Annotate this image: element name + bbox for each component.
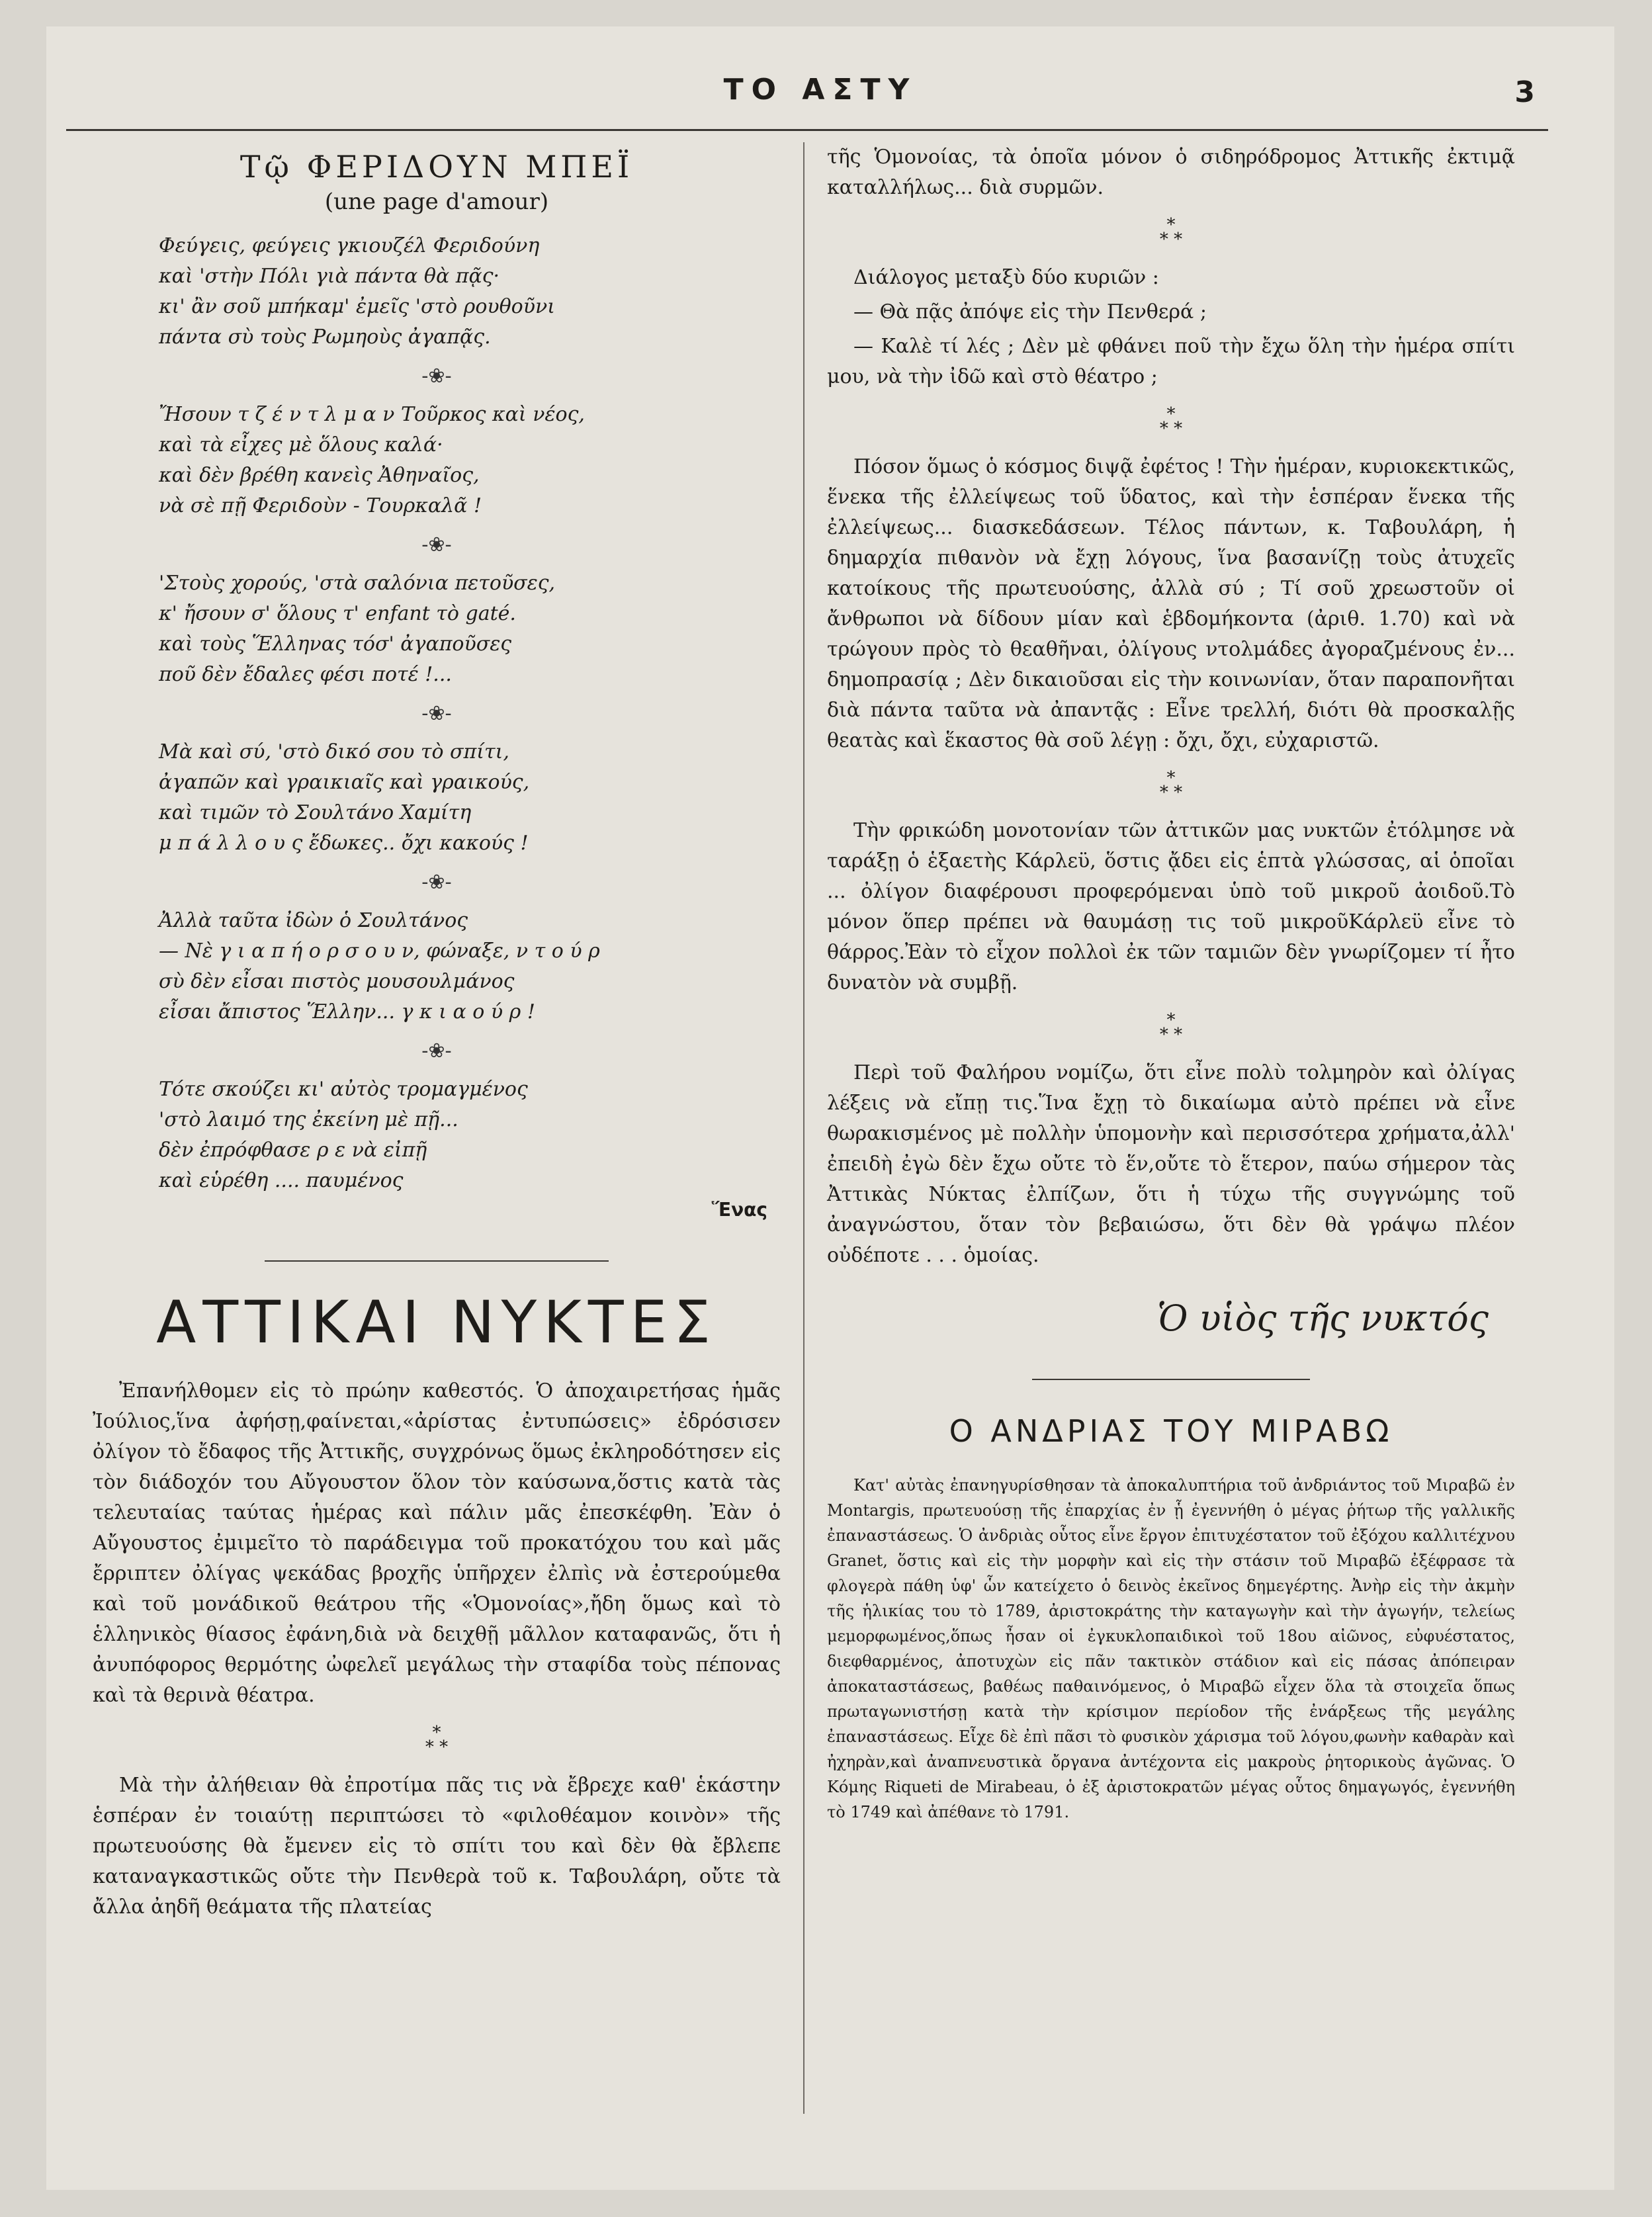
- poem-stanza: [159, 568, 781, 690]
- page-number: 3: [1514, 75, 1535, 109]
- running-title: ΤΟ ΑΣΤΥ: [723, 73, 918, 107]
- column-divider: [803, 142, 804, 2114]
- paragraph: τῆς Ὁμονοίας, τὰ ὁποῖα μόνον ὁ σιδηρόδρομος Ἀττικῆς ἐκτιμᾷ καταλλήλως... διὰ συρμῶν.: [827, 146, 1515, 199]
- ornament-icon: -❀-: [421, 702, 452, 725]
- poem-stanza: [159, 906, 781, 1027]
- paragraph: — Θὰ πᾷς ἀπόψε εἰς τὴν Πενθερά ;: [853, 300, 1207, 324]
- verse-line: 'Στοὺς χορούς, 'στὰ σαλόνια πετοῦσες,: [159, 572, 556, 595]
- article-title: Ο ΑΝΔΡΙΑΣ ΤΟΥ ΜΙΡΑΒΩ: [949, 1413, 1393, 1449]
- article-title: ΑΤΤΙΚΑΙ ΝΥΚΤΕΣ: [156, 1288, 717, 1356]
- verse-line: εἶσαι ἄπιστος Ἕλλην... γ κ ι α ο ύ ρ !: [159, 1000, 535, 1023]
- poem-stanza: [159, 400, 781, 521]
- paragraph: Τὴν φρικώδη μονοτονίαν τῶν ἀττικῶν μας νυκτῶν ἐτόλμησε νὰ ταράξῃ ὁ ἑξαετὴς Κάρλεϋ, ὅστις ᾄδει εἰς ἑπτὰ γλώσσας, αἱ ὁποῖαι ... ὀλίγον διαφέρουσι προφερόμεναι ὑπὸ τοῦ μικροῦ ἀοιδοῦ.Τὸ μόνον ὅπερ πρέπει νὰ θαυμάσῃ τις τοῦ μικροῦΚάρλεϋ εἶνε τὸ θάρρος.Ἐὰν τὸ εἶχον πολλοὶ ἐκ τῶν ταμιῶν δὲν γνωρίζομεν τί ἦτο δυνατὸν νὰ συμβῇ.: [827, 819, 1515, 994]
- article-body: [93, 1376, 781, 1923]
- verse-line: πάντα σὺ τοὺς Ρωμηοὺς ἀγαπᾷς.: [159, 326, 491, 349]
- verse-line: Τότε σκούζει κι' αὐτὸς τρομαγμένος: [159, 1078, 528, 1101]
- verse-line: Φεύγεις, φεύγεις γκιουζέλ Φεριδούνη: [159, 234, 540, 257]
- paragraph: Περὶ τοῦ Φαλήρου νομίζω, ὅτι εἶνε πολὺ τολμηρὸν καὶ ὀλίγας λέξεις νὰ εἴπῃ τις.Ἵνα ἔχῃ τὸ δικαίωμα αὐτὸ πρέπει νὰ εἶνε θωρακισμένος μὲ πολλὴν ὑπομονὴν καὶ περισσότερα χρήματα,ἀλλ' ἐπειδὴ ἐγὼ δὲν ἔχω οὔτε τὸ ἕν,οὔτε τὸ ἕτερον, παύω σήμερον τὰς Ἀττικὰς Νύκτας ἐλπίζων, ὅτι ἡ τύχω τῆς συγγνώμης τοῦ ἀναγνώστου, ὅταν τὸν βεβαιώσω, ὅτι δὲν θὰ γράψω πλέον οὐδέποτε . . . ὁμοίας.: [827, 1061, 1515, 1267]
- verse-line: καὶ τοὺς Ἕλληνας τόσ' ἀγαποῦσες: [159, 632, 512, 656]
- verse-line: νὰ σὲ πῇ Φεριδοὺν - Τουρκαλᾶ !: [159, 494, 482, 517]
- verse-line: κι' ἂν σοῦ μπήκαμ' ἐμεῖς 'στὸ ρουθοῦνι: [159, 295, 555, 318]
- verse-line: Μὰ καὶ σύ, 'στὸ δικό σου τὸ σπίτι,: [159, 740, 509, 763]
- article-body-continued: [827, 142, 1515, 1271]
- verse-line: Ἀλλὰ ταῦτα ἰδὼν ὁ Σουλτάνος: [159, 909, 468, 932]
- verse-line: καὶ εὑρέθη .... παυμένος: [159, 1169, 404, 1192]
- verse-line: καὶ 'στὴν Πόλι γιὰ πάντα θὰ πᾷς·: [159, 265, 500, 288]
- verse-line: Ἤσουν τ ζ έ ν τ λ μ α ν Τοῦρκος καὶ νέος,: [159, 403, 585, 426]
- verse-line: σὺ δὲν εἶσαι πιστὸς μουσουλμάνος: [159, 970, 515, 993]
- verse-line: 'στὸ λαιμό της ἐκείνη μὲ πῇ...: [159, 1108, 458, 1131]
- verse-line: καὶ δὲν βρέθη κανεὶς Ἀθηναῖος,: [159, 464, 480, 487]
- paragraph: Πόσον ὅμως ὁ κόσμος διψᾷ ἐφέτος ! Τὴν ἡμέραν, κυριοκεκτικῶς, ἕνεκα τῆς ἐλλείψεως τοῦ ὕδατος, καὶ τὴν ἑσπέραν ἕνεκα τῆς ἐλλείψεως... διασκεδάσεων. Τέλος πάντων, κ. Ταβουλάρη, ἡ δημαρχία πιθανὸν νὰ ἔχῃ λόγους, ἵνα βασανίζῃ τοὺς ἀτυχεῖς κατοίκους τῆς πρωτευούσης, ἀλλὰ σύ ; Τί σοῦ χρεωστοῦν οἱ ἄνθρωποι νὰ δίδουν μίαν καὶ ἑβδομήκοντα (ἀριθ. 1.70) καὶ νὰ τρώγουν πρὸς τὸ θεαθῆναι, ὀλίγους ντολμάδες ἀγοραζμένους ἐν... δημοπρασίᾳ ; Δὲν δικαιοῦσαι εἰς τὴν κοινωνίαν, ὅταν παραπονῆται διὰ πάντα ταῦτα νὰ ἀπαντᾷς : Εἶνε τρελλή, διότι θὰ προσκαλῇς θεατὰς καὶ ἕκαστος θὰ σοῦ λέγῃ : ὄχι, ὄχι, εὐχαριστῶ.: [827, 455, 1515, 752]
- verse-line: ποῦ δὲν ἔδαλες φέσι ποτέ !...: [159, 663, 452, 686]
- section-break-stars: * * *: [1159, 1010, 1183, 1045]
- author-signature: Ὁ υἱὸς τῆς νυκτός: [1157, 1297, 1489, 1339]
- verse-line: δὲν ἐπρόφθασε ρ ε νὰ εἰπῇ: [159, 1139, 427, 1162]
- section-break-stars: * * *: [1159, 404, 1183, 439]
- poem-title: Τῷ ΦΕΡΙΔΟΥΝ ΜΠΕΪ: [239, 149, 634, 185]
- ornament-icon: -❀-: [421, 1039, 452, 1063]
- poem-stanza: [159, 1074, 781, 1196]
- section-break-stars: * * *: [1159, 215, 1183, 249]
- paragraph: Διάλογος μεταξὺ δύο κυριῶν :: [853, 266, 1159, 289]
- article-body: [827, 1473, 1515, 1825]
- page-header: [60, 40, 1581, 119]
- verse-line: κ' ἤσουν σ' ὅλους τ' enfant τὸ gaté.: [159, 602, 516, 625]
- section-divider: [265, 1260, 609, 1262]
- verse-line: καὶ τὰ εἶχες μὲ ὅλους καλά·: [159, 433, 443, 456]
- header-divider: [66, 129, 1548, 131]
- section-divider: [1032, 1379, 1310, 1380]
- section-break-stars: * * *: [1159, 768, 1183, 803]
- verse-line: καὶ τιμῶν τὸ Σουλτάνο Χαμίτη: [159, 801, 472, 824]
- poem-signature: Ἕνας: [711, 1199, 767, 1221]
- right-column: [827, 142, 1515, 1825]
- paragraph: Μὰ τὴν ἀλήθειαν θὰ ἐπροτίμα πᾶς τις νὰ ἔβρεχε καθ' ἑκάστην ἑσπέραν ἐν τοιαύτῃ περιπτώσει τὸ «φιλοθέαμον κοινὸν» τῆς πρωτευούσης θὰ ἔμενεν εἰς τὸ σπίτι του καὶ δὲν θὰ ἔβλεπε καταναγκαστικῶς οὔτε τὴν Πενθερὰ τοῦ κ. Ταβουλάρη, οὔτε τὰ ἄλλα ἀηδῆ θεάματα τῆς πλατείας: [93, 1774, 781, 1919]
- ornament-icon: -❀-: [421, 533, 452, 556]
- section-break-stars: * * *: [425, 1723, 449, 1757]
- poem-stanza: [159, 231, 781, 353]
- left-column: [93, 142, 781, 1927]
- ornament-icon: -❀-: [421, 871, 452, 894]
- verse-line: — Νὲ γ ι α π ή ο ρ σ ο υ ν, φώναξε, ν τ ο ύ ρ: [159, 939, 600, 963]
- paragraph: Κατ' αὐτὰς ἐπανηγυρίσθησαν τὰ ἀποκαλυπτήρια τοῦ ἀνδριάντος τοῦ Μιραβῶ ἐν Montargis, πρωτευούσῃ τῆς ἐπαρχίας ἐν ᾗ ἐγεννήθη ὁ μέγας ῥήτωρ τῆς γαλλικῆς ἐπαναστάσεως. Ὁ ἀνδριὰς οὗτος εἶνε ἔργον ἐπιτυχέστατον τοῦ ἐξόχου καλλιτέχνου Granet, ὅστις καὶ εἰς τὴν μορφὴν καὶ εἰς τὴν στάσιν τοῦ Μιραβῶ ἐξέφρασε τὰ φλογερὰ πάθη ὑφ' ὧν κατείχετο ὁ δεινὸς ἐκεῖνος δημεγέρτης. Ἀνὴρ εἰς τὴν ἀκμὴν τῆς ἡλικίας του τὸ 1789, ἀριστοκράτης τὴν καταγωγὴν καὶ τὴν ἀγωγήν, τελείως μεμορφωμένος,ὅπως ἦσαν οἱ ἐγκυκλοπαιδικοὶ τοῦ 18ου αἰῶνος, εὐφυέστατος, διεφθαρμένος, ἀποτυχὼν εἰς πᾶν τακτικὸν στάδιον καὶ εἰς πάσας ἀπόπειραν ἀποκαταστάσεως, βαθέως παθαινόμενος, ὁ Μιραβῶ εἶχεν ὅλα τὰ στοιχεῖα ὅπως πρωταγωνιστήσῃ κατὰ τὴν κρίσιμον περίοδον τῆς ἐνάρξεως τῆς μεγάλης ἐπαναστάσεως. Εἶχε δὲ ἐπὶ πᾶσι τὸ φυσικὸν χάρισμα τοῦ λόγου,φωνὴν καθαρὰν καὶ ἠχηρὰν,καὶ ἀναπνευστικὰ ὄργανα ἀντέχοντα εἰς μακροὺς ῥητορικοὺς ἀγῶνας. Ὁ Κόμης Riqueti de Mirabeau, ὁ ἐξ ἀριστοκρατῶν μέγας οὗτος δημαγωγός, ἐγεννήθη τὸ 1749 καὶ ἀπέθανε τὸ 1791.: [827, 1476, 1515, 1821]
- poem-subtitle: (une page d'amour): [324, 189, 549, 215]
- poem-stanza: [159, 737, 781, 859]
- paragraph: Ἐπανήλθομεν εἰς τὸ πρώην καθεστός. Ὁ ἀποχαιρετήσας ἡμᾶς Ἰούλιος,ἵνα ἀφήσῃ,φαίνεται,«ἀρίστας ἐντυπώσεις» ἐδρόσισεν ὀλίγον τὸ ἔδαφος τῆς Ἀττικῆς, συγχρόνως ὅμως ἐκληροδότησεν εἰς τὸν διάδοχόν του Αὔγουστον ὅλον τὸν καύσωνα,ὅστις κατὰ τὰς τελευταίας ταύτας ἡμέρας καὶ πάλιν μᾶς ἐπεσκέφθη. Ἐὰν ὁ Αὔγουστος ἐμιμεῖτο τὸ παράδειγμα τοῦ προκατόχου του καὶ μᾶς ἔρριπτεν ὀλίγας ψεκάδας βροχῆς ὑπῆρχεν ἐλπὶς νὰ ἐστερούμεθα καὶ τοῦ μονάδικοῦ θεάτρου τῆς «Ὁμονοίας»,ἤδη ὅμως καὶ τὸ ἑλληνικὸς θίασος ἐφάνη,διὰ νὰ δειχθῇ μᾶλλον καταφανῶς, ὅτι ἡ ἀνυπόφορος θερμότης ὠφελεῖ μεγάλως τὴν σταφίδα τοὺς πέπονας καὶ τὰ θερινὰ θέατρα.: [93, 1379, 781, 1707]
- ornament-icon: -❀-: [421, 365, 452, 388]
- paragraph: — Καλὲ τί λές ; Δὲν μὲ φθάνει ποῦ τὴν ἔχω ὅλη τὴν ἡμέρα σπίτι μου, νὰ τὴν ἰδῶ καὶ στὸ θέατρο ;: [827, 335, 1515, 388]
- verse-line: ἀγαπῶν καὶ γραικιαῖς καὶ γραικούς,: [159, 771, 530, 794]
- verse-line: μ π ά λ λ ο υ ς ἔδωκες.. ὄχι κακούς !: [159, 832, 529, 855]
